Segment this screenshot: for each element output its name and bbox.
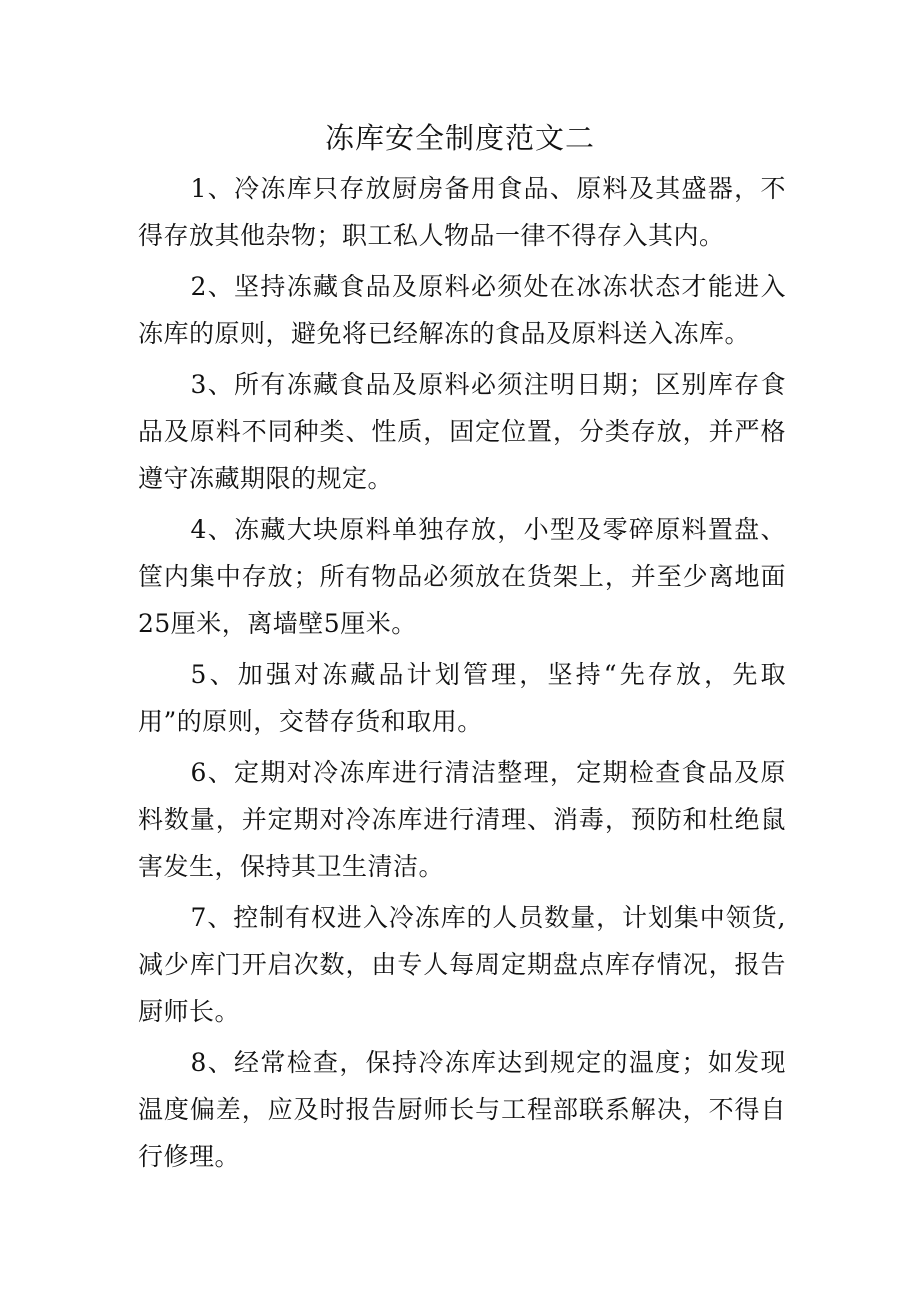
rule-paragraph-2: 2、坚持冻藏食品及原料必须处在冰冻状态才能进入冻库的原则，避免将已经解冻的食品及原料送入冻库。 — [138, 272, 786, 348]
document-body — [138, 165, 786, 1184]
rule-paragraph-1: 1、冷冻库只存放厨房备用食品、原料及其盛器，不得存放其他杂物；职工私人物品一律不得存入其内。 — [138, 174, 786, 250]
document-title: 冻库安全制度范文二 — [324, 121, 595, 155]
rule-paragraph-8: 8、经常检查，保持冷冻库达到规定的温度；如发现温度偏差，应及时报告厨师长与工程部联系解决，不得自行修理。 — [138, 1048, 786, 1171]
rule-paragraph-3: 3、所有冻藏食品及原料必须注明日期；区别库存食品及原料不同种类、性质，固定位置，分类存放，并严格遵守冻藏期限的规定。 — [138, 370, 786, 493]
rule-paragraph-5: 5、加强对冻藏品计划管理，坚持“先存放，先取用”的原则，交替存货和取用。 — [138, 660, 786, 736]
rule-paragraph-6: 6、定期对冷冻库进行清洁整理，定期检查食品及原料数量，并定期对冷冻库进行清理、消毒，预防和杜绝鼠害发生，保持其卫生清洁。 — [138, 758, 786, 881]
rule-paragraph-4: 4、冻藏大块原料单独存放，小型及零碎原料置盘、筐内集中存放；所有物品必须放在货架上，并至少离地面25厘米，离墙壁5厘米。 — [138, 515, 786, 638]
rule-paragraph-7: 7、控制有权进入冷冻库的人员数量，计划集中领货,减少库门开启次数，由专人每周定期盘点库存情况，报告厨师长。 — [138, 903, 786, 1026]
